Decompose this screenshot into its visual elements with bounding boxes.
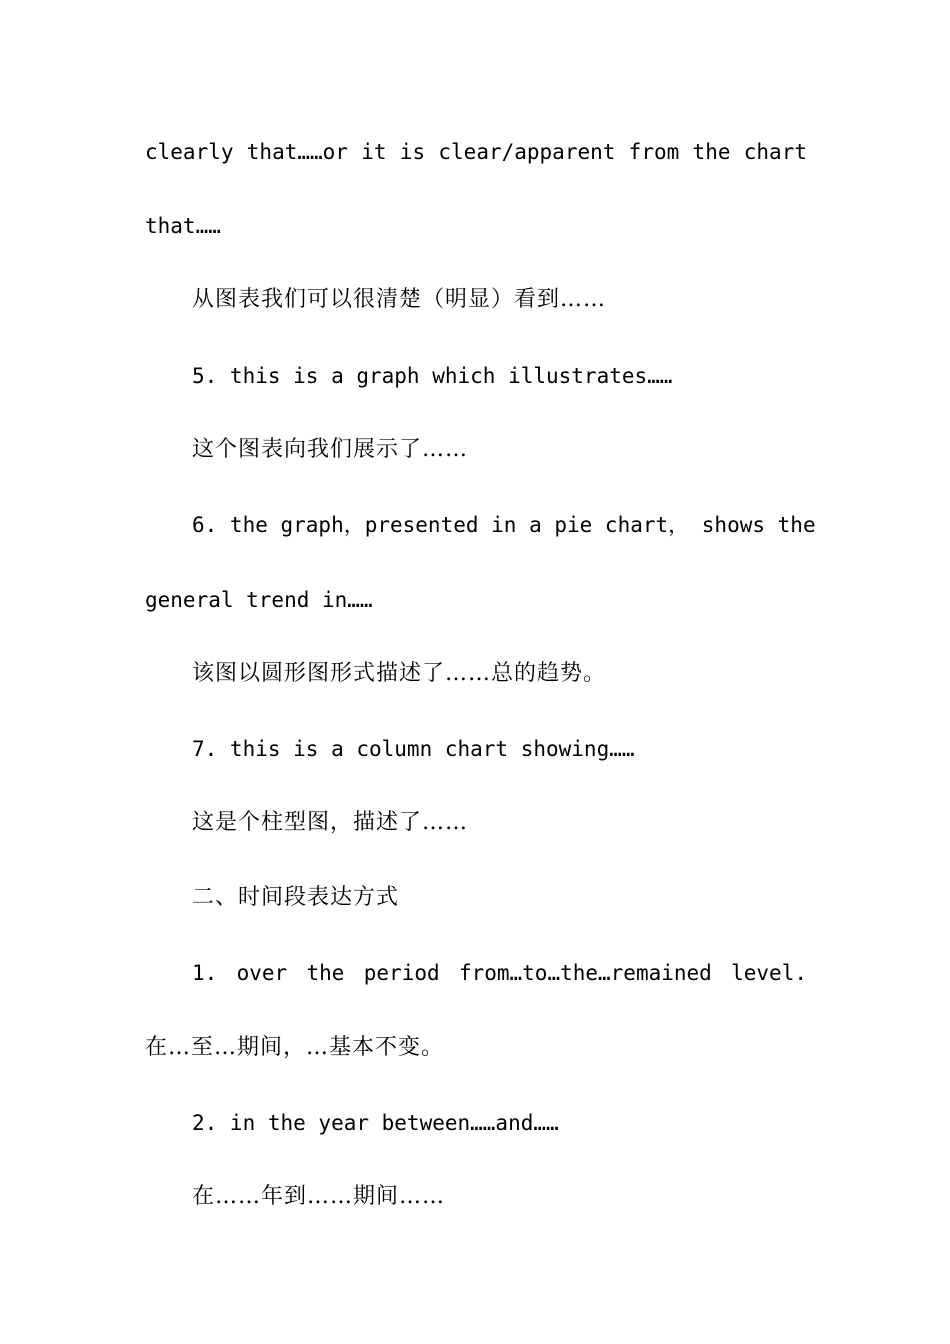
translation-line: 该图以圆形图形式描述了……总的趋势。	[192, 661, 607, 686]
translation-line: 从图表我们可以很清楚（明显）看到……	[192, 287, 607, 312]
paragraph-line: that……	[145, 214, 221, 238]
list-item: 2. in the year between……and……	[192, 1111, 559, 1135]
translation-line: 这个图表向我们展示了……	[192, 437, 469, 462]
translation-line: 在…至…期间，…基本不变。	[145, 1035, 445, 1060]
paragraph-line: clearly that……or it is clear/apparent from the chart	[145, 140, 807, 164]
list-item: 1. over the period from…to…the…remained level.	[192, 961, 807, 985]
section-heading: 二、时间段表达方式	[192, 885, 400, 910]
translation-line: 这是个柱型图，描述了……	[192, 810, 469, 835]
list-item: 6. the graph，presented in a pie chart， shows the	[192, 513, 816, 537]
list-item: 7. this is a column chart showing……	[192, 737, 635, 761]
translation-line: 在……年到……期间……	[192, 1184, 446, 1209]
list-item: 5. this is a graph which illustrates……	[192, 364, 673, 388]
paragraph-line: general trend in……	[145, 588, 373, 612]
